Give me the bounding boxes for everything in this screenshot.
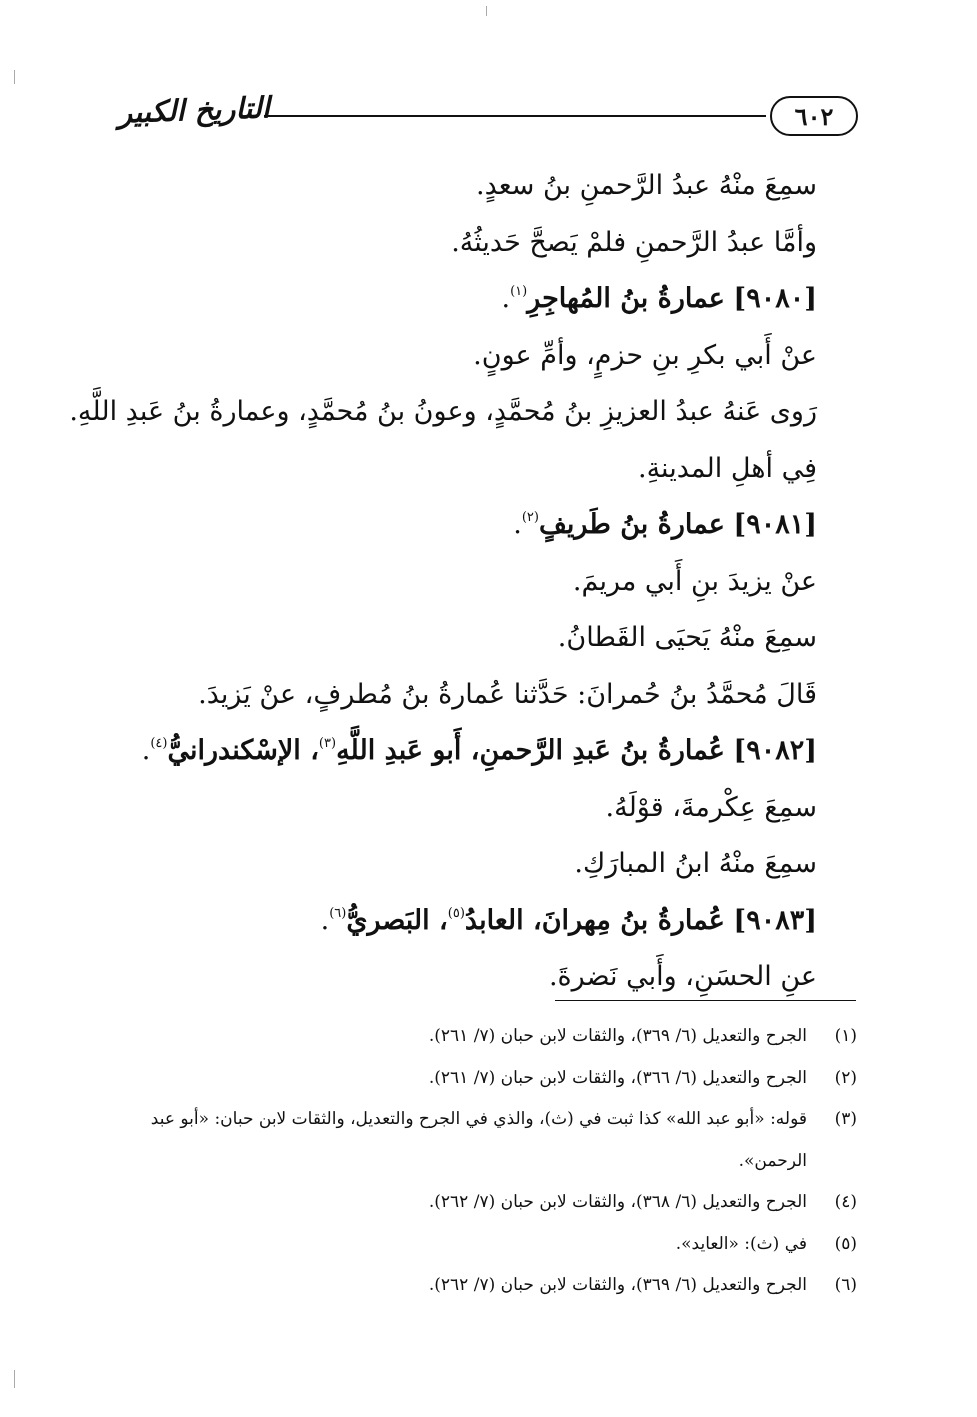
- footnote-item: [112, 1016, 857, 1058]
- book-title: التاريخ الكبير: [117, 90, 271, 130]
- text-line: سمِعَ منْهُ عبدُ الرَّحمنِ بنُ سعدٍ.: [476, 170, 817, 201]
- text-line: سمِعَ منْهُ ابنُ المبارَكِ.: [574, 848, 817, 879]
- footnote-mark: (٢): [834, 1067, 857, 1088]
- text-line: عنْ يزيدَ بنِ أَبي مريمَ.: [572, 565, 817, 597]
- entry-heading-9083: [140, 893, 817, 950]
- text-line: قَالَ مُحمَّدُ بنُ حُمرانَ: حَدَّثنا عُمارةُ بنُ مُطرفٍ، عنْ يَزيدَ.: [198, 678, 817, 710]
- footnote-ref: (٥): [447, 905, 465, 921]
- text-line: رَوى عَنهُ عبدُ العزيزِ بنُ مُحمَّدٍ، وعونُ بنُ مُحمَّدٍ، وعمارةُ بنُ عَبدِ اللَّهِ.: [69, 396, 817, 427]
- entry-heading-9082: [140, 723, 817, 780]
- footnote-item: [112, 1058, 857, 1100]
- entry-name: عمارةُ بنُ المُهاجِرِ: [527, 283, 725, 314]
- entry-number: [٩٠٨١]: [733, 509, 817, 540]
- entry-heading-9080: [140, 271, 817, 328]
- footnote-mark: (٣): [834, 1109, 857, 1129]
- text-line: سمِعَ منْهُ يَحيَى القَطانُ.: [557, 622, 817, 653]
- footnote-item: [112, 1182, 857, 1224]
- entry-name: عُمارةُ بنُ مِهرانَ، العابدُ: [464, 904, 725, 936]
- footnote-separator: [555, 1000, 856, 1001]
- footnote-ref: (٤): [150, 736, 168, 751]
- entry-name: عُمارةُ بنُ عَبدِ الرَّحمنِ، أَبو عَبدِ اللَّهِ: [336, 735, 725, 766]
- page-number: ٦٠٢: [770, 96, 858, 136]
- text-line: عنْ أَبي بكرِ بنِ حزمٍ، وأمِّ عونٍ.: [473, 339, 817, 371]
- scan-edge-mark: [14, 70, 15, 84]
- main-text: [69, 158, 817, 1006]
- footnote-item: [112, 1224, 857, 1266]
- entry-number: [٩٠٨٣]: [733, 904, 817, 936]
- footnote-text: قوله: «أبو عبد الله» كذا ثبت في (ث)، والذي في الجرح والتعديل، والثقات لابن حبان: «أبو عبد الرحمن».: [150, 1109, 807, 1171]
- entry-name: عمارةُ بنُ طَريفٍ: [538, 509, 725, 540]
- header-rule: [264, 115, 766, 117]
- footnote-text: الجرح والتعديل (٦/ ٣٦٩)، والثقات لابن حبان (٧/ ٢٦١).: [428, 1026, 807, 1046]
- footnote-mark: (٦): [834, 1275, 857, 1295]
- footnote-mark: (٤): [834, 1192, 857, 1212]
- entry-heading-9081: [140, 497, 817, 554]
- text-line: وأمَّا عبدُ الرَّحمنِ فلمْ يَصحَّ حَديثُهُ.: [451, 226, 817, 258]
- entry-nisba: ، البَصريُّ: [346, 904, 448, 936]
- footnote-text: الجرح والتعديل (٦/ ٣٦٨)، والثقات لابن حبان (٧/ ٢٦٢).: [428, 1192, 807, 1212]
- entry-number: [٩٠٨٠]: [733, 283, 817, 314]
- footnote-text: الجرح والتعديل (٦/ ٣٦٦)، والثقات لابن حبان (٧/ ٢٦١).: [428, 1067, 807, 1088]
- footnote-item: [112, 1099, 857, 1182]
- entry-nisba: ، الإسْكندرانيُّ: [167, 735, 319, 766]
- text-line: فِي أهلِ المدينةِ.: [638, 452, 817, 484]
- footnote-ref: (٣): [318, 736, 337, 751]
- text-line: سمِعَ عِكْرمةَ، قوْلَهُ.: [605, 791, 817, 823]
- text-line: عنِ الحسَنِ، وأَبي نَضرةَ.: [548, 961, 817, 992]
- entry-tail: .: [501, 283, 511, 314]
- entry-tail: .: [320, 904, 330, 936]
- entry-tail: .: [141, 735, 151, 766]
- page-header: [118, 92, 858, 154]
- footnote-text: الجرح والتعديل (٦/ ٣٦٩)، والثقات لابن حبان (٧/ ٢٦٢).: [428, 1275, 807, 1295]
- footnote-ref: (٢): [521, 510, 539, 525]
- scan-edge-mark: [486, 6, 487, 16]
- footnote-item: [112, 1265, 857, 1307]
- footnote-mark: (١): [834, 1026, 857, 1046]
- entry-tail: .: [513, 509, 522, 540]
- footnote-ref: (١): [510, 284, 528, 299]
- footnote-mark: (٥): [834, 1233, 857, 1254]
- footnotes: [112, 1016, 857, 1307]
- footnote-text: في (ث): «العايد».: [675, 1233, 807, 1254]
- footnote-ref: (٦): [329, 905, 347, 921]
- scan-edge-mark: [14, 1370, 15, 1388]
- entry-number: [٩٠٨٢]: [733, 735, 817, 766]
